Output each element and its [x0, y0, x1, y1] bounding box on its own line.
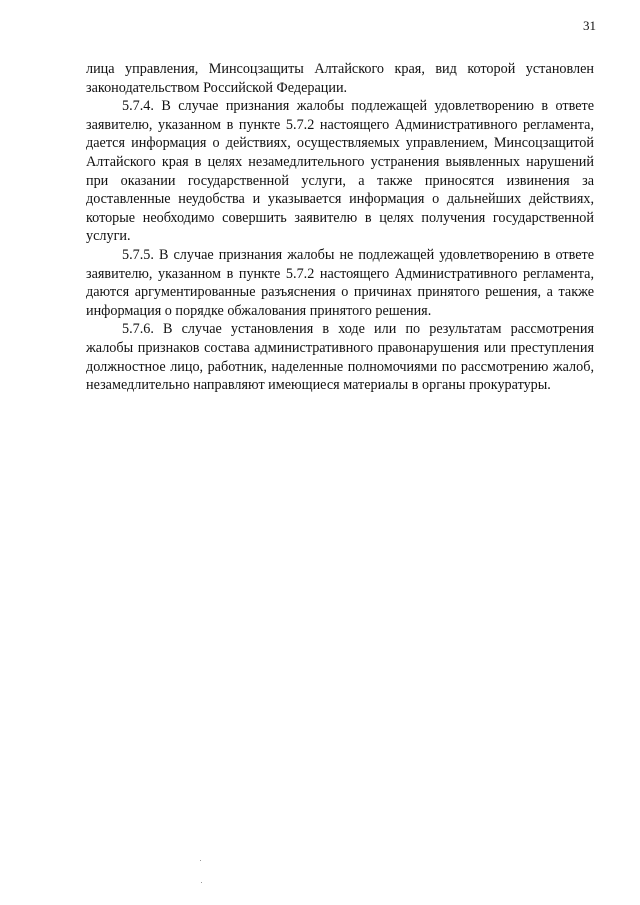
paragraph-5-7-6: 5.7.6. В случае установления в ходе или по результатам рассмотрения жалобы признаков состава административного правонарушения или преступления должностное лицо, работник, наделенные полномочиями по рассмотрению жалоб, незамедлительно направляют имеющиеся материалы в органы прокуратуры.: [86, 321, 594, 394]
scan-speck: [201, 882, 202, 883]
paragraph-continuation: лица управления, Минсоцзащиты Алтайского края, вид которой установлен законодательством Российской Федерации.: [86, 61, 594, 96]
paragraph-5-7-5: 5.7.5. В случае признания жалобы не подлежащей удовлетворению в ответе заявителю, указанном в пункте 5.7.2 настоящего Административного регламента, даются аргументированные разъяснения о причинах принятого решения, а также информация о порядке обжалования принятого решения.: [86, 246, 594, 319]
document-body: [86, 60, 594, 395]
paragraph-5-7-4: 5.7.4. В случае признания жалобы подлежащей удовлетворению в ответе заявителю, указанном в пункте 5.7.2 настоящего Административного регламента, дается информация о действиях, осуществляемых управлением, Минсоцзащитой Алтайского края в целях незамедлительного устранения выявленных нарушений при оказании государственной услуги, а также приносятся извинения за доставленные неудобства и указывается информация о дальнейших действиях, которые необходимо совершить заявителю в целях получения государственной услуги.: [86, 98, 594, 245]
page-number: 31: [583, 18, 596, 33]
scan-speck: [200, 860, 201, 861]
